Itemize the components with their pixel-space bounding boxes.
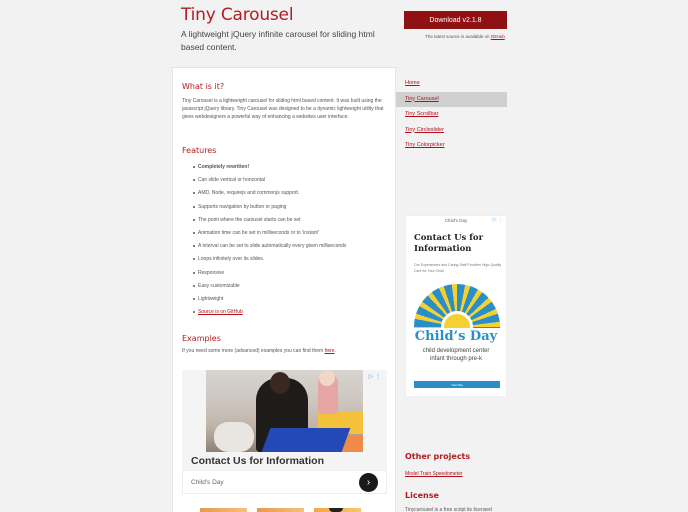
feature-item: Responsive — [193, 269, 386, 282]
sun-logo-icon — [414, 284, 500, 328]
sidebar-nav — [396, 76, 507, 154]
ad-choices-icon[interactable]: ▷ ⋮ — [368, 374, 381, 380]
ad-title: Contact Us for Information — [414, 233, 484, 254]
github-source-link[interactable]: Source is on GitHub — [198, 309, 243, 316]
what-is-it-heading: What is it? — [182, 82, 225, 91]
site-title: Tiny Carousel — [181, 5, 294, 25]
ad-advertiser: Child's Day — [191, 479, 224, 486]
thumbnail[interactable] — [314, 508, 361, 512]
feature-item: Loops infinitely over its slides. — [193, 255, 386, 268]
carousel-thumbnails — [200, 508, 361, 512]
feature-item: AMD, Node, requirejs and commonjs support. — [193, 189, 386, 202]
ad-tagline-line: infant through pre-k — [429, 355, 483, 362]
ad-photo-adult-head — [270, 372, 290, 394]
examples-suffix: . — [334, 348, 336, 355]
feature-item: A interval can be set to slide automatically every given milliseconds — [193, 242, 386, 255]
source-note-text: The latest source is available on — [425, 34, 491, 39]
feature-item — [193, 308, 386, 321]
feature-item: Completely rewritten! — [193, 163, 386, 176]
ad-subtitle: Our Experienced and Caring Staff Provides High-Quality Care for Your Child — [414, 263, 502, 273]
feature-item: Animation time can be set in milliseconds or to 'instant' — [193, 229, 386, 242]
feature-item: Lightweight — [193, 295, 386, 308]
other-projects-heading: Other projects — [405, 452, 471, 461]
examples-heading: Examples — [182, 334, 221, 344]
license-text: Tinycarousel is a free script its licensed — [405, 507, 492, 512]
project-link-model-train-speedometer[interactable]: Model Train Speedometer — [405, 471, 463, 477]
what-is-it-text: Tiny Carousel is a lightweight carousel for sliding html based content. It was built using the javascript jQuery library. Tiny Carousel was designed to be a dynamic lightweight utility that gives webdesigners a powerful way of enhancing a websites user interface. — [182, 98, 384, 120]
feature-item: Supports navigation by button or paging — [193, 203, 386, 216]
ad-title[interactable]: Contact Us for Information — [191, 455, 324, 467]
nav-item-tiny-circleslider[interactable]: Tiny Circleslider — [405, 126, 444, 133]
feature-item: The point where the carousel starts can be set — [193, 216, 386, 229]
ad-logo-text: Child’s Day — [414, 329, 498, 344]
chevron-right-icon[interactable]: › — [359, 473, 378, 492]
download-button[interactable]: Download v2.1.8 — [404, 11, 507, 29]
thumbnail[interactable] — [200, 508, 247, 512]
sidebar-advertisement[interactable] — [405, 215, 507, 397]
source-note-suffix: . — [504, 34, 506, 39]
examples-text — [182, 348, 386, 354]
features-heading: Features — [182, 146, 217, 155]
main-content — [172, 67, 396, 512]
nav-item-home[interactable]: Home — [405, 80, 420, 86]
github-link[interactable]: GitHub — [490, 34, 505, 39]
ad-tagline — [406, 348, 506, 363]
examples-text-body: If you need some more (advanced) examples you can find them — [182, 348, 325, 355]
nav-item-tiny-carousel[interactable]: Tiny Carousel — [396, 92, 507, 108]
feature-item: Easy customizable — [193, 282, 386, 295]
features-list — [182, 163, 386, 321]
thumbnail[interactable] — [257, 508, 304, 512]
nav-item-tiny-scrollbar[interactable]: Tiny Scrollbar — [405, 111, 439, 117]
ad-image[interactable] — [206, 370, 363, 452]
ad-photo-baby — [214, 422, 254, 452]
ad-footer[interactable] — [182, 470, 387, 494]
license-heading: License — [405, 491, 439, 500]
ad-choices-icon[interactable]: ▷ ⋮ — [492, 217, 503, 223]
advertisement[interactable] — [182, 370, 387, 494]
ad-tagline-line: child development center — [422, 348, 490, 354]
feature-item: Can slide vertical or horizontal — [193, 176, 386, 189]
ad-photo-mat — [262, 428, 351, 452]
nav-item-tiny-colorpicker[interactable]: Tiny Colorpicker — [405, 142, 445, 148]
examples-link[interactable]: here — [324, 348, 335, 355]
visit-site-button[interactable]: Visit Site — [414, 381, 500, 388]
ad-brand: Child's Day — [444, 218, 468, 223]
site-tagline: A lightweight jQuery infinite carousel for sliding html based content. — [181, 29, 375, 52]
ad-photo-toddler-head — [319, 370, 335, 386]
source-note — [395, 34, 506, 39]
